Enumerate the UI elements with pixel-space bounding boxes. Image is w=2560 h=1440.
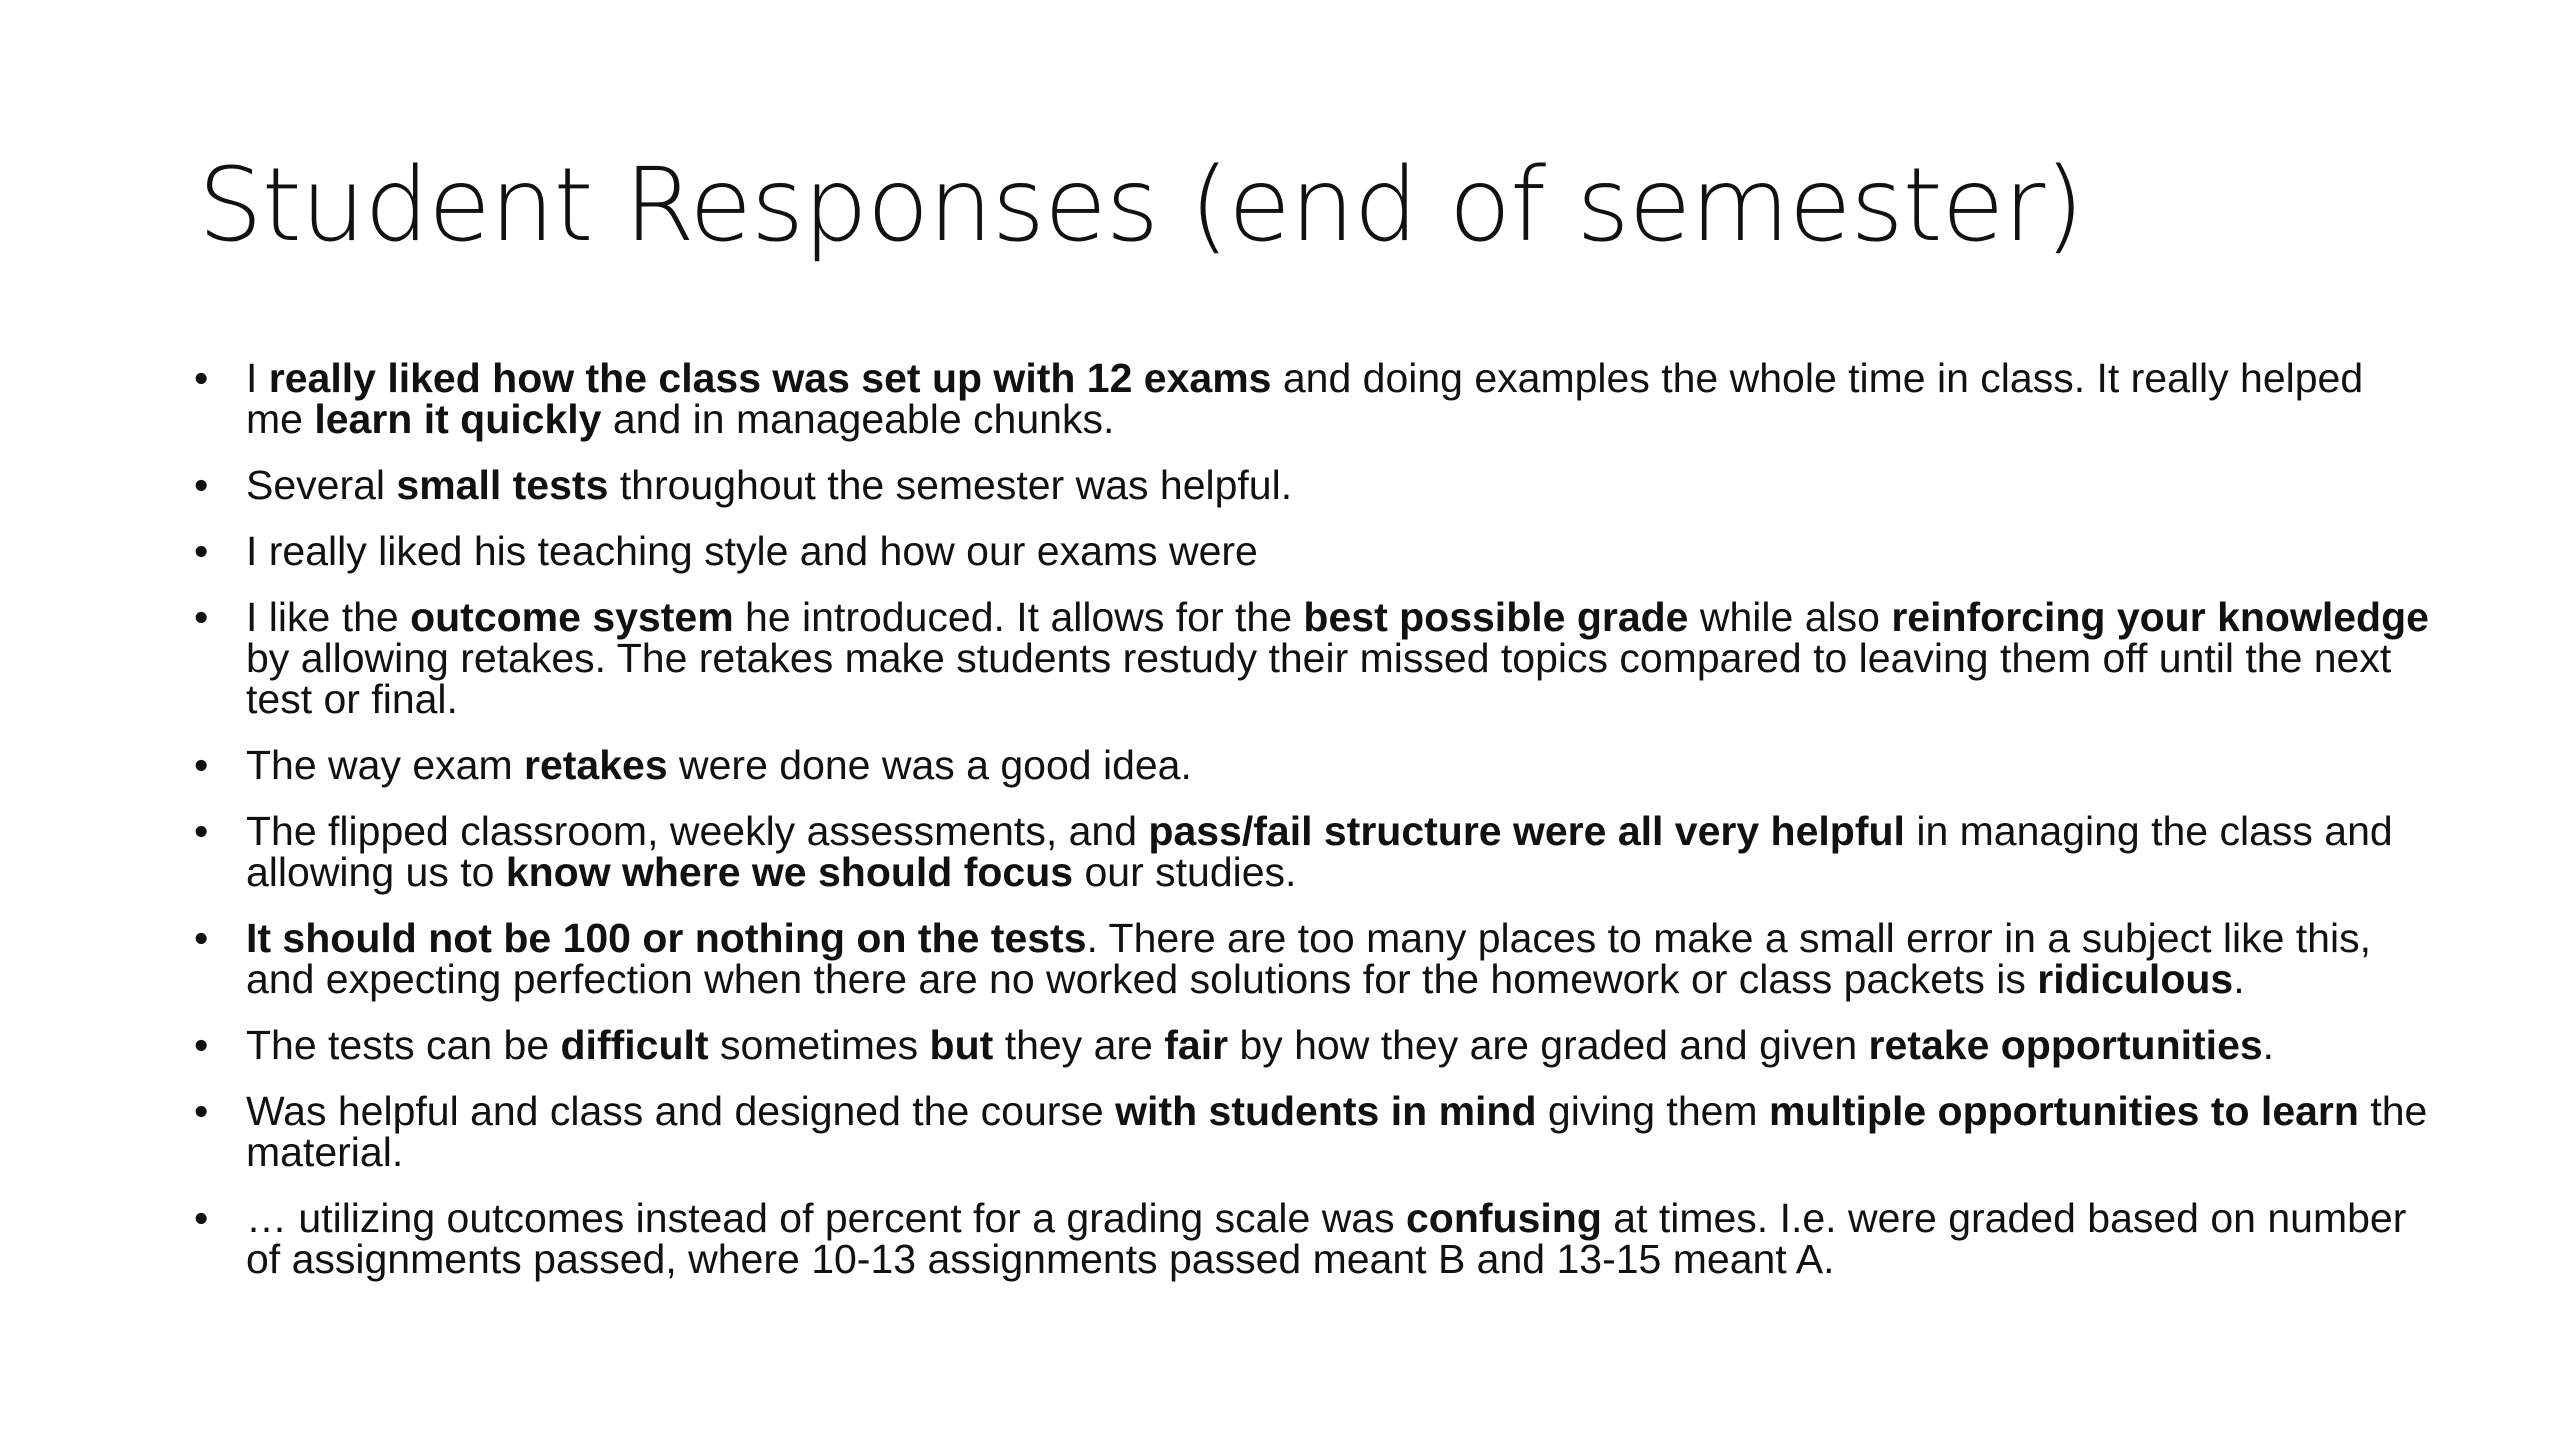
bullet-point-icon: • [194,742,209,788]
bullet-text [246,1088,2427,1175]
text-segment: . There are too many places to make a small error in a subject like this, and expecting perfection when there are no worked solutions for the homework or class packets is [246,915,2371,1002]
emphasized-text: really liked how the class was set up with 12 exams [268,355,1272,401]
text-segment: at times. I.e. were graded based on number of assignments passed, where 10-13 assignments passed meant B and 13-15 meant A. [246,1195,2407,1282]
bullet-point-icon: • [194,594,209,640]
text-segment: . [2262,1022,2275,1068]
text-segment: in managing the class and allowing us to [246,808,2393,895]
emphasized-text: retake opportunities [1868,1022,2263,1068]
text-segment: I [246,355,269,401]
text-segment: sometimes [708,1022,930,1068]
bullet-point-icon: • [194,355,209,401]
emphasized-text: learn it quickly [314,396,602,442]
emphasized-text: but [929,1022,994,1068]
text-segment: were done was a good idea. [667,742,1192,788]
text-segment: and in manageable chunks. [601,396,1115,442]
emphasized-text: with students in mind [1115,1088,1537,1134]
text-segment: The flipped classroom, weekly assessments, and [246,808,1149,854]
bullet-point-icon: • [194,462,209,508]
emphasized-text: pass/fail structure were all very helpful [1148,808,1905,854]
bullet-point-icon: • [194,1088,209,1134]
bullet-item [190,742,2430,788]
text-segment: Was helpful and class and designed the course [246,1088,1116,1134]
emphasized-text: fair [1164,1022,1229,1068]
text-segment: throughout the semester was helpful. [608,462,1293,508]
text-segment: by how they are graded and given [1228,1022,1869,1068]
bullet-point-icon: • [194,1022,209,1068]
emphasized-text: retakes [524,742,668,788]
text-segment: while also [1688,594,1892,640]
emphasized-text: reinforcing your knowledge [1891,594,2429,640]
text-segment: they are [993,1022,1165,1068]
emphasized-text: know where we should focus [505,849,1074,895]
emphasized-text: It should not be 100 or nothing on the tests [246,915,1087,961]
slide-title: Student Responses (end of semester) [198,146,2084,265]
bullet-item [190,1195,2430,1282]
bullet-text [246,742,1192,788]
bullet-text [246,355,2363,442]
bullet-item [190,462,2430,508]
bullet-point-icon: • [194,1195,209,1241]
text-segment: and doing examples the whole time in class. It really helped me [246,355,2364,442]
bullet-text [246,594,2429,722]
text-segment: The tests can be [246,1022,561,1068]
text-segment: Several [246,462,397,508]
bullet-point-icon: • [194,915,209,961]
text-segment: the material. [246,1088,2428,1175]
emphasized-text: best possible grade [1303,594,1689,640]
text-segment: our studies. [1073,849,1297,895]
bullet-item [190,915,2430,1002]
bullet-point-icon: • [194,808,209,854]
text-segment: … utilizing outcomes instead of percent for a grading scale was [246,1195,1406,1241]
bullet-text [246,1195,2406,1282]
emphasized-text: difficult [560,1022,709,1068]
emphasized-text: multiple opportunities to learn [1768,1088,2359,1134]
text-segment: by allowing retakes. The retakes make students restudy their missed topics compared to leaving them off until the next test or final. [246,635,2392,722]
text-segment: giving them [1536,1088,1769,1134]
text-segment: he introduced. It allows for the [733,594,1304,640]
bullet-item [190,808,2430,895]
emphasized-text: ridiculous [2037,956,2234,1002]
bullet-item [190,1088,2430,1175]
emphasized-text: small tests [396,462,609,508]
bullet-item [190,528,2430,574]
text-segment: I like the [246,594,411,640]
bullet-text [246,915,2371,1002]
bullet-text [246,462,1292,508]
bullet-text [246,528,1258,574]
bullet-item [190,594,2430,722]
emphasized-text: outcome system [410,594,734,640]
bullet-point-icon: • [194,528,209,574]
text-segment: The way exam [246,742,524,788]
text-segment: I really liked his teaching style and how our exams were [246,528,1258,574]
bullet-text [246,1022,2274,1068]
bullet-item [190,1022,2430,1068]
bullet-item [190,355,2430,442]
bullet-list [190,355,2430,1305]
text-segment: . [2233,956,2245,1002]
emphasized-text: confusing [1406,1195,1602,1241]
bullet-text [246,808,2393,895]
